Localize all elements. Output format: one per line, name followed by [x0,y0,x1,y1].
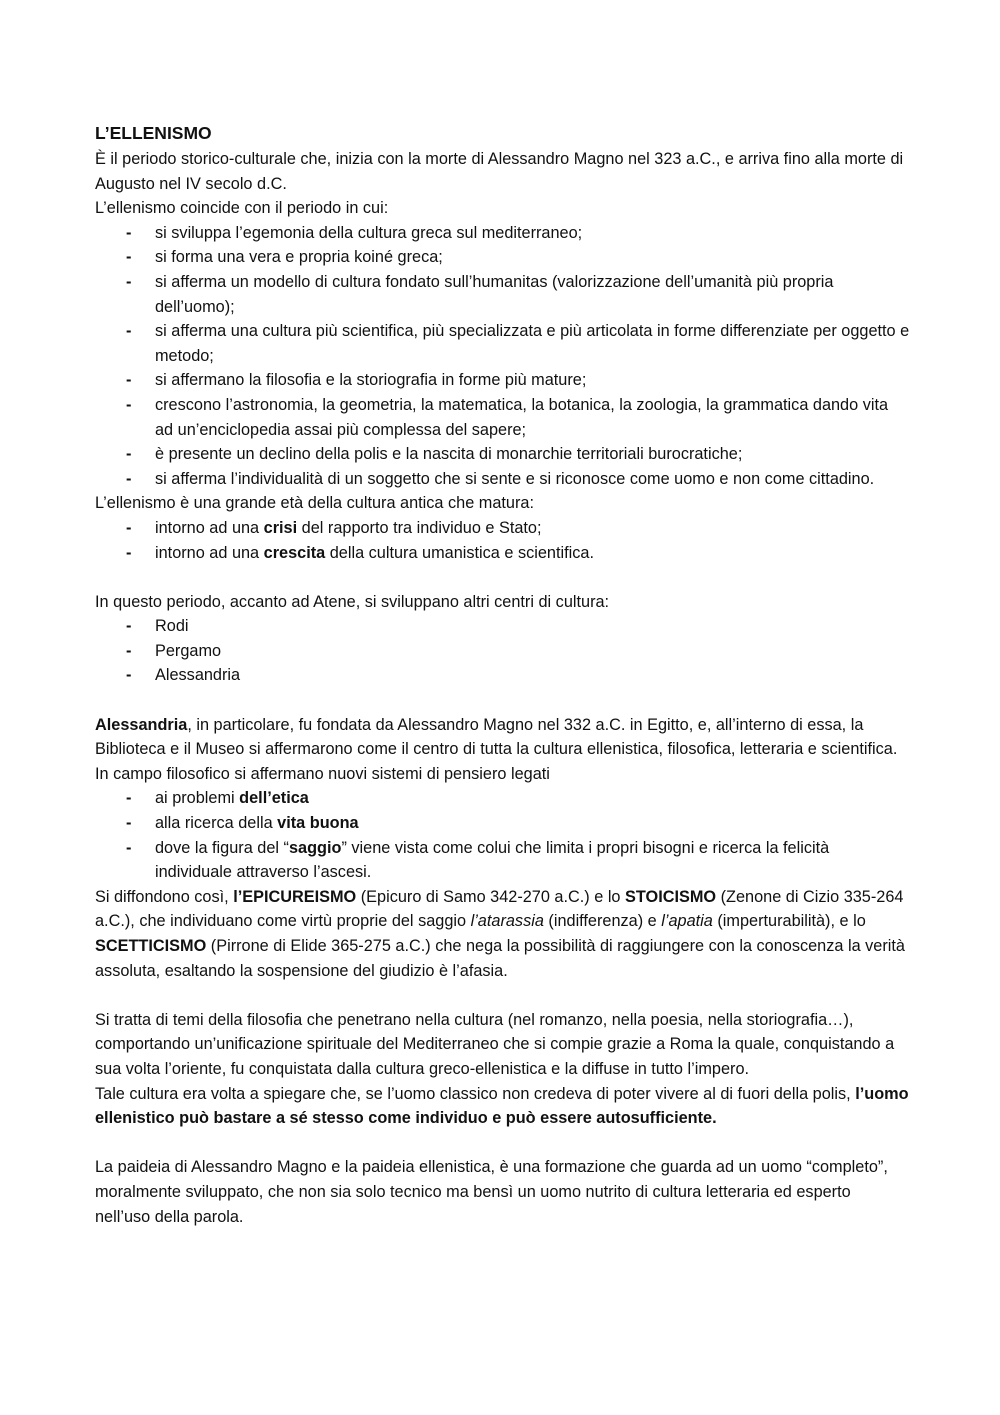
bold-term: l’EPICUREISMO [233,887,357,906]
systems-intro: In campo filosofico si affermano nuovi sistemi di pensiero legati [95,764,550,783]
list-item: - Rodi [155,614,910,639]
schools-paragraph: Si diffondono così, l’EPICUREISMO (Epicuro di Samo 342-270 a.C.) e lo STOICISMO (Zenone di Cizio 335-264 a.C.), che individuano come virtù proprie del saggio l’atarassia (indifferenza) e l’apatia (imperturabilità), e lo SCETTICISMO (Pirrone di Elide 365-275 a.C.) che nega la possibilità di raggiungere con la conoscenza la verità assoluta, esaltando la sospensione del giudizio è l’afasia. [95,887,905,980]
italic-term: l’apatia [661,912,713,931]
list-item: - si sviluppa l’egemonia della cultura greca sul mediterraneo; [155,221,910,246]
document-title: L’ELLENISMO [95,123,212,143]
bold-term: STOICISMO [625,887,717,906]
list-item: - dove la figura del “saggio” viene vista come colui che limita i propri bisogni e ricerca la felicità individuale attraverso l’ascesi. [155,836,910,885]
bold-term: SCETTICISMO [95,937,207,955]
bold-statement: l’uomo ellenistico può bastare a sé stesso come individuo e può essere autosufficiente. [95,1084,909,1128]
list-item: - si afferma una cultura più scientifica, più specializzata e più articolata in forme differenziate per oggetto e metodo; [155,319,910,368]
centers-intro: In questo periodo, accanto ad Atene, si sviluppano altri centri di cultura: [95,592,610,611]
bold-term: dell’etica [239,789,309,808]
period-list [95,221,910,492]
themes-paragraph: Si tratta di temi della filosofia che penetrano nella cultura (nel romanzo, nella poesia, nella storiografia…), comportando un’unificazione spirituale del Mediterraneo che si compie grazie a Roma la quale, conquistando a sua volta l’oriente, fu conquistata dalla cultura greco-ellenistica e la diffuse in tutto l’impero. [95,1010,895,1078]
list-item: - crescono l’astronomia, la geometria, la matematica, la botanica, la zoologia, la grammatica dando vita ad un’enciclopedia assai più complessa del sapere; [155,393,910,442]
age-list-intro: L’ellenismo è una grande età della cultura antica che matura: [95,494,534,513]
bold-term: Alessandria [95,715,188,734]
list-item: - si afferma l’individualità di un soggetto che si sente e si riconosce come uomo e non come cittadino. [155,467,910,492]
list-item: - Alessandria [155,663,910,688]
list-item: - alla ricerca della vita buona [155,811,910,836]
age-list [95,516,910,565]
list-item: - si affermano la filosofia e la storiografia in forme più mature; [155,368,910,393]
paideia-paragraph: La paideia di Alessandro Magno e la paideia ellenistica, è una formazione che guarda ad un uomo “completo”, moralmente sviluppato, che non sia solo tecnico ma bensì un uomo nutrito di cultura letteraria ed esperto nell’uso della parola. [95,1158,888,1226]
period-list-intro: L’ellenismo coincide con il periodo in cui: [95,199,389,218]
systems-list [95,786,910,884]
bold-term: crescita [263,543,326,562]
intro-paragraph: È il periodo storico-culturale che, inizia con la morte di Alessandro Magno nel 323 a.C., e arriva fino alla morte di Augusto nel IV secolo d.C. [95,150,904,193]
list-item: - è presente un declino della polis e la nascita di monarchie territoriali burocratiche; [155,442,910,467]
list-item: - si forma una vera e propria koiné greca; [155,245,910,270]
alessandria-paragraph: Alessandria, in particolare, fu fondata da Alessandro Magno nel 332 a.C. in Egitto, e, all’interno di essa, la Biblioteca e il Museo si affermarono come il centro di tutta la cultura ellenistica, filosofica, letteraria e scientifica. [95,715,898,759]
list-item: - Pergamo [155,639,910,664]
italic-term: l’atarassia [470,912,544,931]
culture-paragraph: Tale cultura era volta a spiegare che, se l’uomo classico non credeva di poter vivere al di fuori della polis, l’uomo ellenistico può bastare a sé stesso come individuo e può essere autosufficiente. [95,1084,909,1128]
bold-term: saggio [288,838,342,857]
list-item: - intorno ad una crescita della cultura umanistica e scientifica. [155,541,910,566]
bold-term: crisi [263,518,298,537]
bold-term: vita buona [277,814,359,833]
document-page [95,120,910,1229]
list-item: - si afferma un modello di cultura fondato sull’humanitas (valorizzazione dell’umanità più propria dell’uomo); [155,270,910,319]
list-item: - ai problemi dell’etica [155,786,910,811]
list-item: - intorno ad una crisi del rapporto tra individuo e Stato; [155,516,910,541]
centers-list [95,614,910,688]
